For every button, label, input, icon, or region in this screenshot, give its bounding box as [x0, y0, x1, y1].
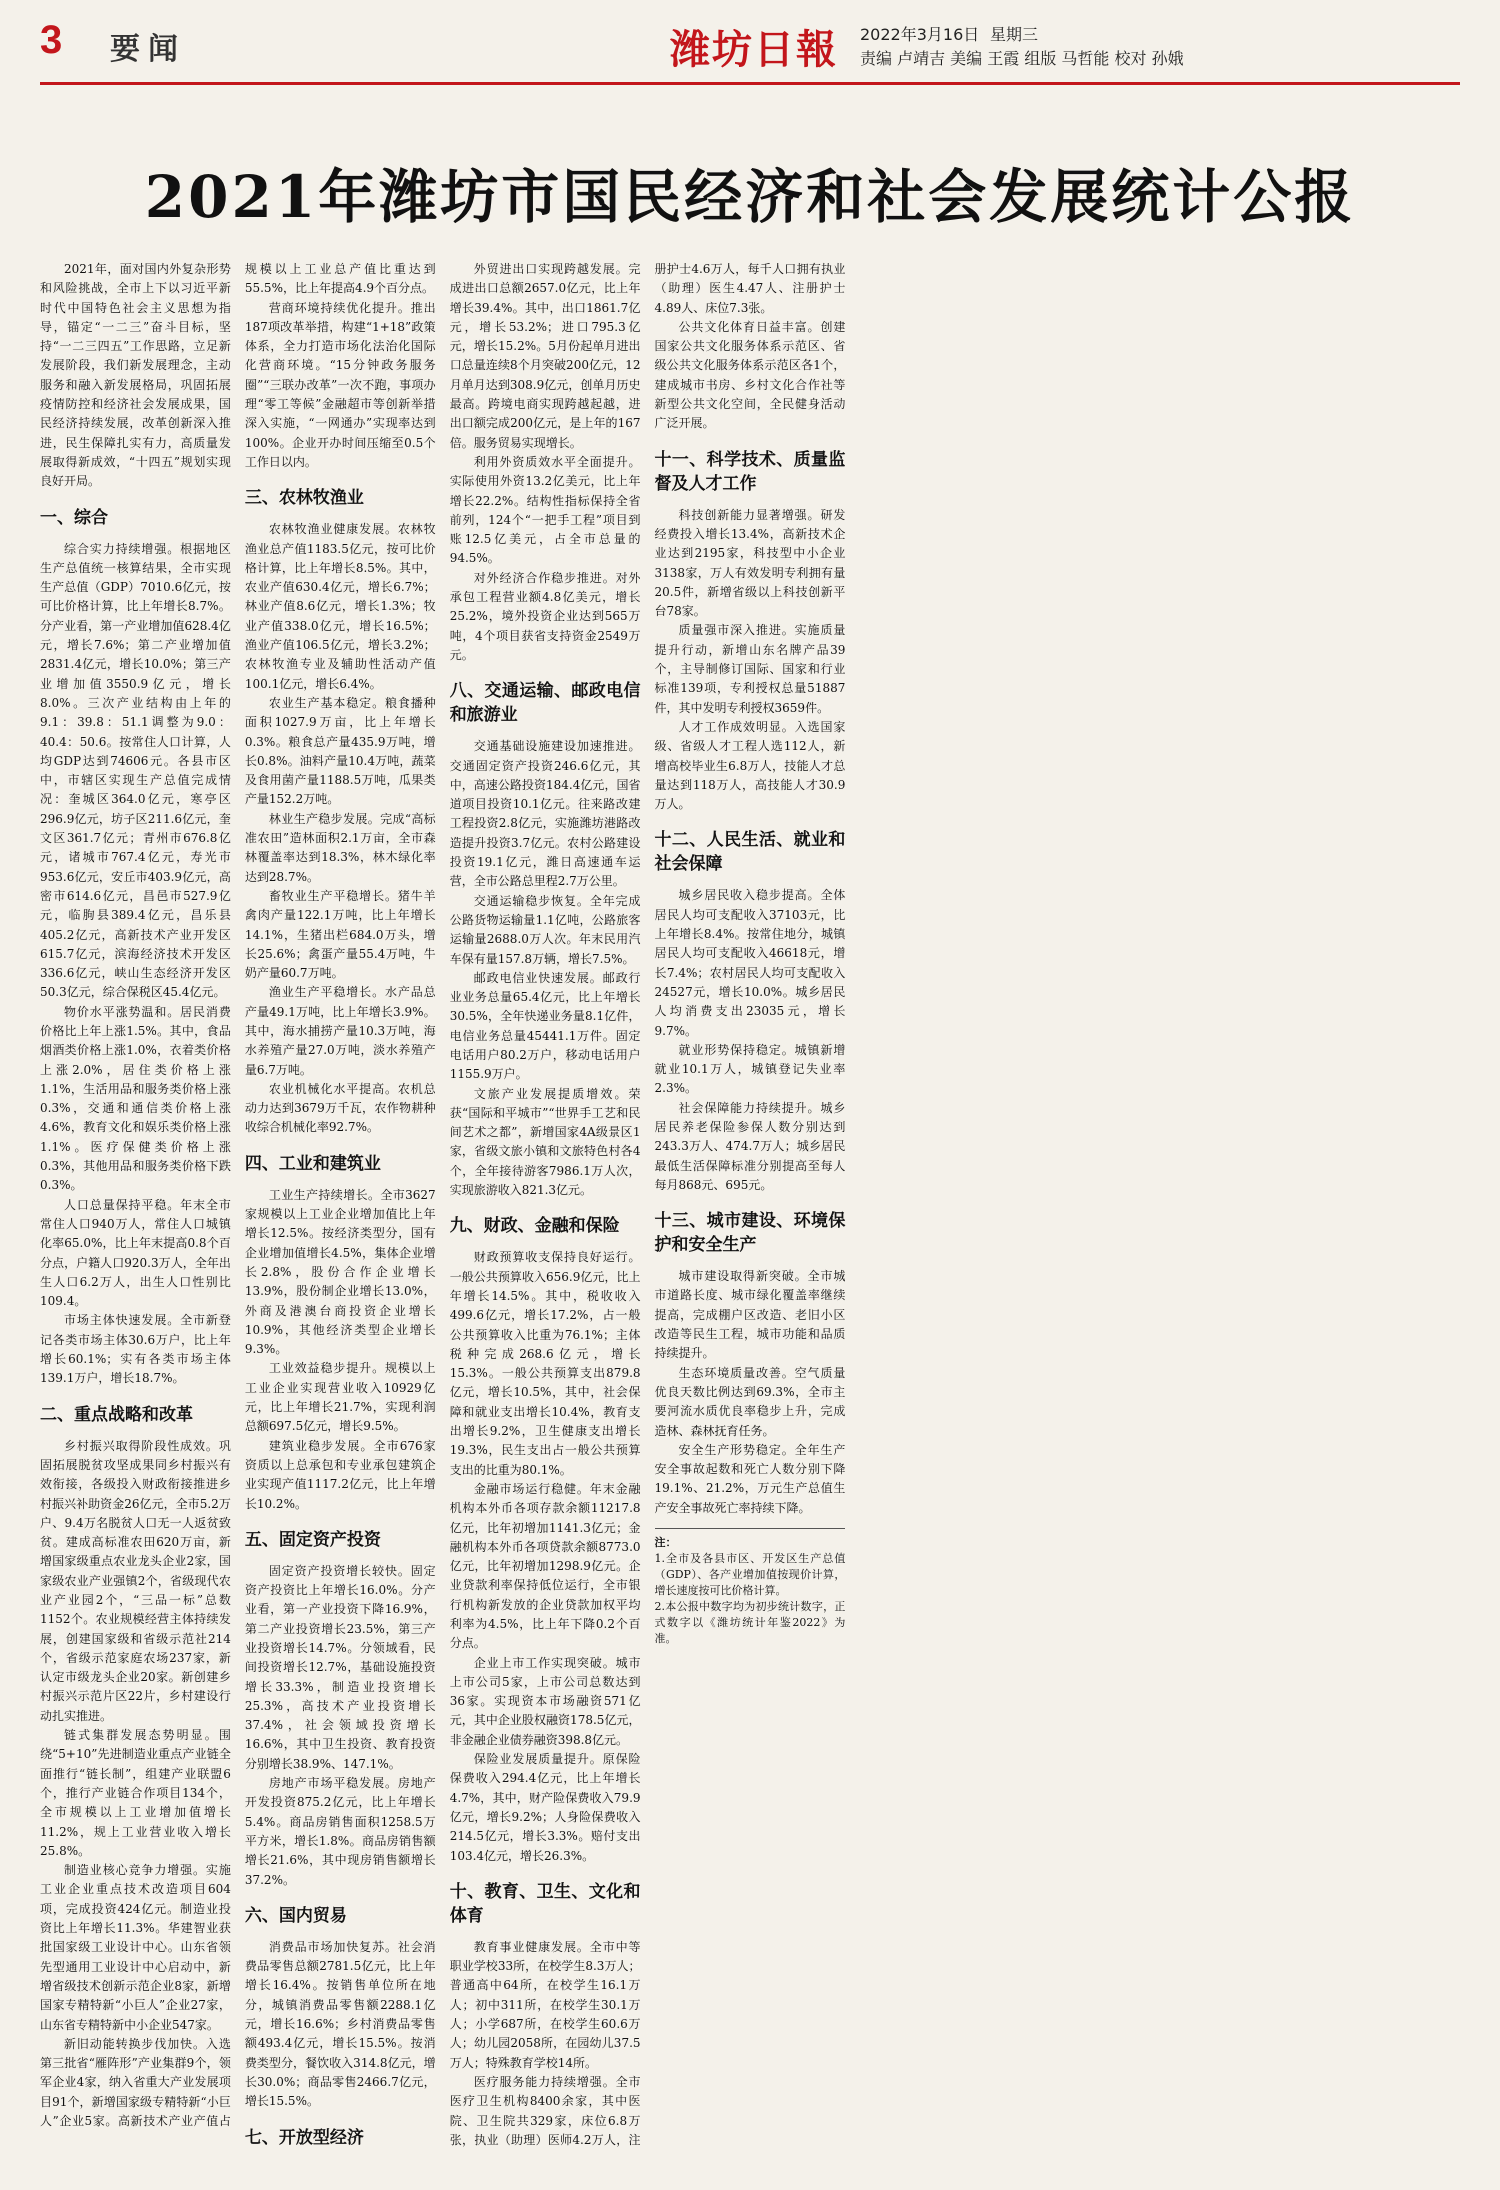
footnote	[655, 1528, 846, 1647]
footnote-item: 2.本公报中数字均为初步统计数字，正式数字以《潍坊统计年鉴2022》为准。	[654, 1600, 846, 1646]
body-paragraph: 城市建设取得新突破。全市城市道路长度、城市绿化覆盖率继续提高，完成棚户区改造、老旧小区改造等民生工程，城市功能和品质持续提升。	[654, 1269, 846, 1361]
section-heading: 八、交通运输、邮政电信和旅游业	[449, 681, 641, 726]
page-headline: 2021年潍坊市国民经济和社会发展统计公报	[144, 163, 1356, 231]
section-heading: 四、工业和建筑业	[244, 1153, 381, 1174]
masthead-rule	[40, 82, 1460, 85]
body-paragraph: 利用外资质效水平全面提升。实际使用外资13.2亿美元，比上年增长22.2%。结构性指标保持全省前列，124个“一把手工程”项目到账12.5亿美元，占全市总量的94.5%。	[449, 454, 641, 566]
body-paragraph: 房地产市场平稳发展。房地产开发投资875.2亿元，比上年增长5.4%。商品房销售面积1258.5万平方米，增长1.8%。商品房销售额增长21.6%，其中现房销售额增长37.2%。	[244, 1776, 436, 1887]
newspaper-logo: 潍坊日報	[670, 26, 838, 73]
body-paragraph: 人才工作成效明显。入选国家级、省级人才工程人选112人，新增高校毕业生6.8万人，技能人才总量达到118万人，高技能人才30.9万人。	[654, 719, 846, 812]
body-paragraph: 2021年，面对国内外复杂形势和风险挑战，全市上下以习近平新时代中国特色社会主义思想为指导，锚定“一二三”奋斗目标，坚持“一二三四五”工作思路，立足新发展阶段，我们新发展理念，主动服务和融入新发展格局，巩固拓展疫情防控和经济社会发展成果，国民经济持续发展，改革创新深入推进，民生保障扎实有力，高质量发展取得新成效，“十四五”规划实现良好开局。	[40, 262, 231, 489]
footnote-title: 注：	[654, 1536, 677, 1550]
body-paragraph: 乡村振兴取得阶段性成效。巩固拓展脱贫攻坚成果同乡村振兴有效衔接，各级投入财政衔接推进乡村振兴补助资金26亿元，全市5.2万户、9.4万名脱贫人口无一人返贫致贫。建成高标准农田620万亩，新增国家级重点农业龙头企业2家，国家级农业产业强镇2个，省级现代农业产业园2个，“三品一标”总数1152个。农业规模经营主体持续发展，创建国家级和省级示范社214个，省级示范家庭农场237家，新认定市级龙头企业20家。新创建乡村振兴示范片区22片，乡村建设行动扎实推进。	[40, 1438, 231, 1723]
body-paragraph: 物价水平涨势温和。居民消费价格比上年上涨1.5%。其中，食品烟酒类价格上涨1.0%，衣着类价格上涨2.0%，居住类价格上涨1.1%，生活用品和服务类价格上涨0.3%，交通和通信类价格上涨4.6%，教育文化和娱乐类价格上涨1.1%。医疗保健类价格上涨0.3%，其他用品和服务类价格下跌0.3%。	[40, 1004, 231, 1193]
section-heading: 九、财政、金融和保险	[449, 1216, 620, 1237]
body-paragraph: 畜牧业生产平稳增长。猪牛羊禽肉产量122.1万吨，比上年增长14.1%，生猪出栏684.0万头，增长25.6%；禽蛋产量55.4万吨，牛奶产量60.7万吨。	[244, 888, 436, 981]
body-paragraph: 外贸进出口实现跨越发展。完成进出口总额2657.0亿元，比上年增长39.4%。其中，出口1861.7亿元，增长53.2%；进口795.3亿元，增长15.2%。5月份起单月进出口总量连续8个月突破200亿元，12月单月达到308.9亿元，创单月历史最高。跨境电商实现跨越起越，进出口额完成200亿元，是上年的167倍。服务贸易实现增长。	[449, 262, 641, 450]
body-paragraph: 企业上市工作实现突破。城市上市公司5家，上市公司总数达到36家。实现资本市场融资571亿元，其中企业股权融资178.5亿元，非金融企业债券融资398.8亿元。	[449, 1655, 641, 1747]
section-heading: 十三、城市建设、环境保护和安全生产	[654, 1211, 846, 1256]
section-heading: 五、固定资产投资	[244, 1529, 381, 1550]
section-heading: 二、重点战略和改革	[40, 1404, 193, 1425]
body-paragraph: 农林牧渔业健康发展。农林牧渔业总产值1183.5亿元，按可比价格计算，比上年增长8.5%。其中，农业产值630.4亿元，增长6.7%；林业产值8.6亿元，增长1.3%；牧业产值338.0亿元，增长16.5%；渔业产值106.5亿元，增长3.2%；农林牧渔专业及辅助性活动产值100.1亿元，增长6.4%。	[244, 522, 436, 691]
body-paragraph: 对外经济合作稳步推进。对外承包工程营业额4.8亿美元，增长25.2%，境外投资企业达到565万吨，4个项目获省支持资金2549万元。	[449, 570, 641, 662]
body-paragraph: 质量强市深入推进。实施质量提升行动，新增山东名牌产品39个，主导制修订国际、国家和行业标准139项，专利授权总量51887件，其中发明专利授权3659件。	[654, 623, 846, 715]
body-paragraph: 链式集群发展态势明显。围绕“5+10”先进制造业重点产业链全面推行“链长制”，组建产业联盟6个，推行产业链合作项目134个，全市规模以上工业增加值增长11.2%，规上工业营业收入增长25.8%。	[40, 1728, 231, 1858]
section-name: 要闻	[110, 32, 186, 67]
body-paragraph: 人口总量保持平稳。年末全市常住人口940万人，常住人口城镇化率65.0%，比上年末提高0.8个百分点，户籍人口920.3万人，全年出生人口6.2万人，出生人口性别比109.4。	[40, 1197, 231, 1309]
body-paragraph: 营商环境持续优化提升。推出187项改革举措，构建“1+18”政策体系，全力打造市场化法治化国际化营商环境。“15分钟政务服务圈”“三联办改革”一次不跑，事项办理“零工等候”金融超市等创新举措深入实施，“一网通办”实现率达到100%。企业开办时间压缩至0.5个工作日以内。	[244, 300, 436, 469]
body-paragraph: 金融市场运行稳健。年末金融机构本外币各项存款余额11217.8亿元，比年初增加1141.3亿元；金融机构本外币各项贷款余额8773.0亿元，比年初增加1298.9亿元。企业贷款利率保持低位运行，全市银行机构新发放的企业贷款加权平均利率为4.5%，比上年下降0.2个百分点。	[449, 1481, 641, 1651]
section-heading: 十一、科学技术、质量监督及人才工作	[654, 449, 846, 494]
body-paragraph: 财政预算收支保持良好运行。一般公共预算收入656.9亿元，比上年增长14.5%。其中，税收收入499.6亿元，增长17.2%，占一般公共预算收入比重为76.1%；主体税种完成268.6亿元，增长15.3%。一般公共预算支出879.8亿元，增长10.5%，其中，社会保障和就业支出增长10.4%，教育支出增长9.2%，卫生健康支出增长19.3%，民生支出占一般公共预算支出的比重为80.1%。	[449, 1250, 641, 1477]
body-paragraph: 林业生产稳步发展。完成“高标准农田”造林面积2.1万亩，全市森林覆盖率达到18.3%，林木绿化率达到28.7%。	[244, 811, 436, 884]
masthead	[40, 18, 1460, 76]
body-paragraph: 教育事业健康发展。全市中等职业学校33所，在校学生8.3万人；普通高中64所，在校学生16.1万人；初中311所，在校学生30.1万人；小学687所，在校学生60.6万人；幼儿园2058所，在园幼儿37.5万人；特殊教育学校14所。	[449, 1939, 641, 2070]
body-paragraph: 邮政电信业快速发展。邮政行业业务总量65.4亿元，比上年增长30.5%，全年快递业务量8.1亿件，电信业务总量45441.1万件。固定电话用户80.2万户，移动电话用户1155.9万户。	[449, 970, 641, 1082]
body-paragraph: 市场主体快速发展。全市新登记各类市场主体30.6万户，比上年增长60.1%；实有各类市场主体139.1万户，增长18.7%。	[40, 1313, 231, 1386]
body-paragraph: 交通运输稳步恢复。全年完成公路货物运输量1.1亿吨，公路旅客运输量2688.0万人次。年末民用汽车保有量157.8万辆，增长7.5%。	[449, 893, 641, 966]
body-paragraph: 建筑业稳步发展。全市676家资质以上总承包和专业承包建筑企业实现产值1117.2亿元，比上年增长10.2%。	[244, 1438, 436, 1511]
footnote-item: 1.全市及各县市区、开发区生产总值（GDP）、各产业增加值按现价计算，增长速度按可比价格计算。	[654, 1552, 846, 1598]
body-paragraph: 城乡居民收入稳步提高。全体居民人均可支配收入37103元，比上年增长8.4%。按常住地分，城镇居民人均可支配收入46618元，增长7.4%；农村居民人均可支配收入24527元，增长10.0%。城乡居民人均消费支出23035元，增长9.7%。	[654, 888, 846, 1038]
section-heading: 三、农林牧渔业	[244, 488, 364, 509]
body-paragraph: 社会保障能力持续提升。城乡居民养老保险参保人数分别达到243.3万人、474.7万人；城乡居民最低生活保障标准分别提高至每人每月868元、695元。	[654, 1100, 846, 1192]
body-paragraph: 文旅产业发展提质增效。荣获“国际和平城市”“世界手工艺和民间艺术之都”，新增国家4A级景区1家，省级文旅小镇和文旅特色村各4个，全年接待游客7986.1万人次，实现旅游收入821.3亿元。	[449, 1086, 641, 1198]
article-body	[40, 260, 1460, 2160]
page-number: 3	[40, 18, 63, 62]
section-heading: 六、国内贸易	[244, 1905, 347, 1926]
body-paragraph: 渔业生产平稳增长。水产品总产量49.1万吨，比上年增长3.9%。其中，海水捕捞产量10.3万吨，海水养殖产量27.0万吨，淡水养殖产量6.7万吨。	[244, 985, 436, 1077]
body-paragraph: 固定资产投资增长较快。固定资产投资比上年增长16.0%。分产业看，第一产业投资下降16.9%，第二产业投资增长23.5%，第三产业投资增长14.7%。分领域看，民间投资增长12.7%，基础设施投资增长33.3%，制造业投资增长25.3%，高技术产业投资增长37.4%，社会领域投资增长16.6%，其中卫生投资、教育投资分别增长38.9%、147.1%。	[244, 1563, 436, 1771]
body-paragraph: 新旧动能转换步伐加快。入选第三批省“雁阵形”产业集群9个，领军企业4家，纳入省重大产业发展项目91个，新增国家级专精特新“小巨人”企业5家。高新技术产业产值占规模以上工业总产值比重达到55.5%，比上年提高4.9个百分点。	[40, 262, 436, 2129]
body-paragraph: 工业效益稳步提升。规模以上工业企业实现营业收入10929亿元，比上年增长21.7%，实现利润总额697.5亿元，增长9.5%。	[244, 1361, 436, 1434]
body-paragraph: 交通基础设施建设加速推进。交通固定资产投资246.6亿元，其中，高速公路投资184.4亿元，国省道项目投资10.1亿元。往来路改建工程投资2.8亿元，实施潍坊港路改造提升投资3.7亿元。农村公路建设投资19.1亿元，潍日高速通车运营，全市公路总里程2.7万公里。	[449, 739, 641, 889]
body-paragraph: 工业生产持续增长。全市3627家规模以上工业企业增加值比上年增长12.5%。按经济类型分，国有企业增加值增长4.5%，集体企业增长2.8%，股份合作企业增长13.9%，股份制企业增长13.0%，外商及港澳台商投资企业增长10.9%，其他经济类型企业增长9.3%。	[244, 1187, 436, 1357]
body-paragraph: 综合实力持续增强。根据地区生产总值统一核算结果，全市实现生产总值（GDP）7010.6亿元，按可比价格计算，比上年增长8.7%。分产业看，第一产业增加值628.4亿元，增长7.6%；第二产业增加值2831.4亿元，增长10.0%；第三产业增加值3550.9亿元，增长8.0%。三次产业结构由上年的9.1：39.8：51.1调整为9.0：40.4：50.6。按常住人口计算，人均GDP达到74606元。各县市区中，市辖区实现生产总值完成情况：奎城区364.0亿元，寒亭区296.9亿元，坊子区211.6亿元，奎文区361.7亿元；青州市676.8亿元，诸城市767.4亿元，寿光市953.6亿元，安丘市403.9亿元，高密市614.6亿元，昌邑市527.9亿元，临朐县389.4亿元，昌乐县405.2亿元，高新技术产业开发区615.7亿元，滨海经济技术开发区336.6亿元，峡山生态经济开发区50.3亿元，综合保税区45.4亿元。	[40, 541, 231, 1000]
body-paragraph: 制造业核心竞争力增强。实施工业企业重点技术改造项目604项，完成投资424亿元。制造业投资比上年增长11.3%。华建智业获批国家级工业设计中心。山东省领先型通用工业设计中心启动中，新增省级技术创新示范企业8家，新增国家专精特新“小巨人”企业27家，山东省专精特新中小企业547家。	[40, 1863, 231, 2032]
section-heading: 十、教育、卫生、文化和体育	[449, 1881, 641, 1926]
body-paragraph: 安全生产形势稳定。全年生产安全事故起数和死亡人数分别下降19.1%、21.2%，万元生产总值生产安全事故死亡率持续下降。	[654, 1442, 846, 1515]
body-paragraph: 农业生产基本稳定。粮食播种面积1027.9万亩，比上年增长0.3%。粮食总产量435.9万吨，增长0.8%。油料产量10.4万吨，蔬菜及食用菌产量1188.5万吨，瓜果类产量152.2万吨。	[244, 695, 436, 807]
body-paragraph: 生态环境质量改善。空气质量优良天数比例达到69.3%，全市主要河流水质优良率稳步上升，完成造林、森林抚育任务。	[654, 1365, 846, 1438]
publication-date: 2022年3月16日	[860, 25, 980, 44]
body-paragraph: 农业机械化水平提高。农机总动力达到3679万千瓦，农作物耕种收综合机械化率92.7%。	[244, 1081, 436, 1135]
section-heading: 七、开放型经济	[244, 2127, 364, 2148]
publication-weekday: 星期三	[990, 25, 1039, 44]
body-paragraph: 消费品市场加快复苏。社会消费品零售总额2781.5亿元，比上年增长16.4%。按销售单位所在地分，城镇消费品零售额2288.1亿元，增长16.6%；乡村消费品零售额493.4亿元，增长15.5%。按消费类型分，餐饮收入314.8亿元，增长30.0%；商品零售2466.7亿元，增长15.5%。	[244, 1939, 436, 2109]
editorial-staff: 责编 卢靖吉 美编 王霞 组版 马哲能 校对 孙娥	[860, 49, 1184, 68]
body-paragraph: 公共文化体育日益丰富。创建国家公共文化服务体系示范区、省级公共文化服务体系示范区各1个，建成城市书房、乡村文化合作社等新型公共文化空间，全民健身活动广泛开展。	[654, 319, 846, 431]
section-heading: 一、综合	[40, 507, 108, 528]
body-paragraph: 就业形势保持稳定。城镇新增就业10.1万人，城镇登记失业率2.3%。	[654, 1042, 846, 1096]
body-paragraph: 科技创新能力显著增强。研发经费投入增长13.4%，高新技术企业达到2195家，科技型中小企业3138家，万人有效发明专利拥有量20.5件，新增省级以上科技创新平台78家。	[654, 507, 846, 619]
body-paragraph: 医疗服务能力持续增强。全市医疗卫生机构8400余家，其中医院、卫生院共329家，床位6.8万张，执业（助理）医师4.2万人，注册护士4.6万人，每千人口拥有执业（助理）医生4.47人、注册护士4.89人、床位7.3张。	[449, 262, 846, 2147]
section-heading: 十二、人民生活、就业和社会保障	[654, 830, 846, 875]
body-paragraph: 保险业发展质量提升。原保险保费收入294.4亿元，比上年增长4.7%，其中，财产险保费收入79.9亿元，增长9.2%；人身险保费收入214.5亿元，增长3.3%。赔付支出103.4亿元，增长26.3%。	[449, 1752, 641, 1863]
